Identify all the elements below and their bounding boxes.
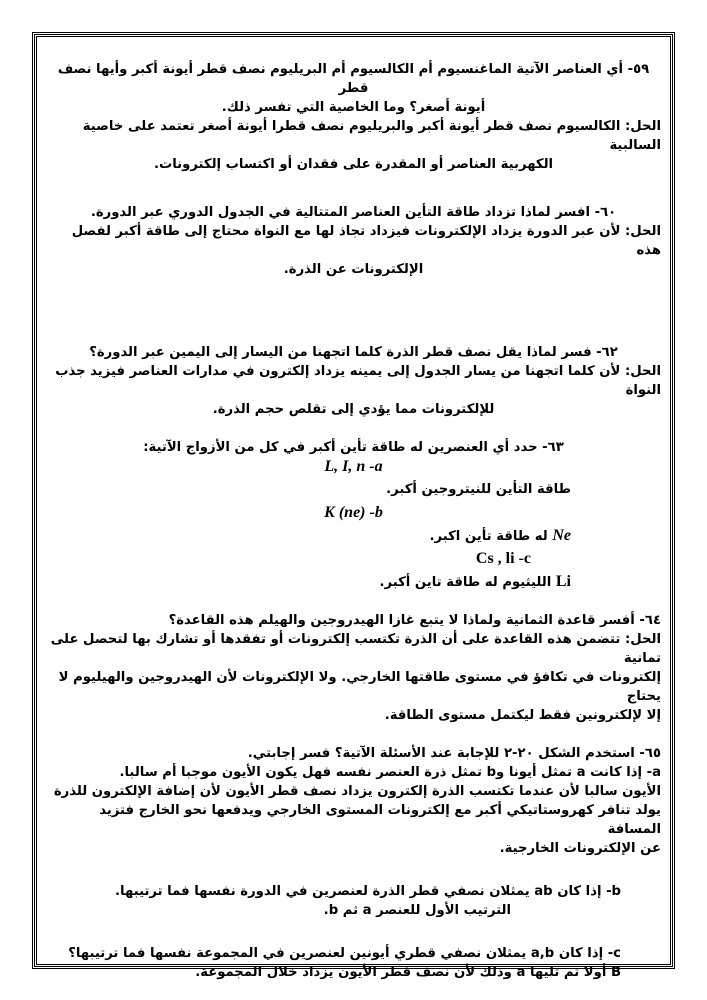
q60-answer-line2: الإلكترونات عن الذرة.: [283, 262, 424, 277]
q63-pair-c: Cs , li -c: [475, 550, 531, 567]
q60-question: ٦٠- افسر لماذا تزداد طاقة التأين العناصر المتتالية في الجدول الدوري عبر الدورة.: [90, 205, 617, 220]
q59-question-line2: أيونة أصغر؟ وما الخاصية التي تفسر ذلك.: [221, 100, 486, 115]
q65-question: ٦٥- استخدم الشكل ٢٠-٢ للإجابة عند الأسئلة الآتية؟ فسر إجابتي.: [247, 746, 661, 761]
q64-question: ٦٤- أفسر قاعدة الثمانية ولماذا لا يتبع غازا الهيدروجين والهيلم هذه القاعدة؟: [168, 613, 661, 628]
question-62: [46, 343, 661, 419]
q63-pair-a: L, I, n -a: [324, 458, 383, 475]
q59-question-line1: ٥٩- أي العناصر الآتية الماغنسيوم أم الكالسيوم أم البريليوم نصف قطر أيونة أكبر وأيها نصف قطر: [57, 62, 650, 96]
q62-answer-line2: للإلكترونات مما يؤدي إلى تقلص حجم الذرة.: [212, 402, 495, 417]
question-64: [46, 611, 661, 725]
q63-question: ٦٣- حدد أي العنصرين له طاقة تأين أكبر في كل من الأزواج الآتية:: [143, 440, 564, 455]
q65-part-a-answer-line3: عن الإلكترونات الخارجية.: [499, 841, 661, 856]
q65-part-c-answer: B أولا ثم تليها a وذلك لأن نصف قطر الأيون يزداد خلال المجموعة.: [195, 965, 621, 980]
question-65: [46, 744, 661, 982]
q65-part-a-question: a- إذا كانت a تمثل أيونا وb تمثل ذرة العنصر نفسه فهل يكون الأيون موجبا أم سالبا.: [119, 765, 661, 780]
q63-answer-b-text: له طاقة تأين اكبر.: [429, 529, 548, 544]
q64-answer-line3: إلا لإلكترونين فقط ليكتمل مستوى الطاقة.: [384, 708, 661, 723]
q64-answer-line1: الحل: تتضمن هذه القاعدة على أن الذرة تكتسب إلكترونات أو تفقدها أو تشارك بها لتحصل على تمانية: [50, 632, 661, 666]
q63-pair-b: K (ne) -b: [324, 504, 383, 521]
question-59: [46, 60, 661, 174]
q65-part-b-question: b- إذا كان ab يمثلان نصفي قطر الذرة لعنصرين في الدورة نفسها فما ترتيبها.: [115, 884, 621, 899]
q60-answer-line1: الحل: لأن عبر الدورة يزداد الإلكترونات فيزداد تجاذ لها مع النواة محتاج إلى طاقة أكبر لفصل هذه: [71, 224, 661, 258]
question-60: [46, 203, 661, 279]
q65-part-a-answer-line1: الأيون سالبا لأن عندما تكتسب الذرة إلكترون يزداد نصف قطر الأيون لأن إضافة الإلكترون للذرة: [53, 784, 661, 799]
q63-answer-c-symbol: Li: [555, 573, 571, 590]
q62-answer-line1: الحل: لأن كلما اتجهنا من يسار الجدول إلى يمينه يزداد إلكترون في مدارات العناصر فيزيد جذب النواة: [55, 364, 661, 398]
q64-answer-line2: إلكترونات في تكافؤ في مستوى طاقتها الخارجي. ولا الإلكترونات لأن الهيدروجين والهيليوم لا يحتاج: [58, 670, 661, 704]
q63-answer-b-symbol: Ne: [552, 527, 571, 544]
document-body: [46, 60, 661, 982]
question-63: [46, 438, 661, 595]
q63-answer-a: طاقة التأين للنيتروجين أكبر.: [386, 482, 571, 497]
q65-part-a-answer-line2: يولد تنافر كهروستاتيكي أكبر مع إلكترونات المستوى الخارجي ويدفعها نحو الخارج فتزيد المسافة: [99, 803, 661, 837]
q63-answer-c-text: الليثيوم له طاقة تاين أكبر.: [379, 575, 552, 590]
q62-question: ٦٢- فسر لماذا يقل نصف قطر الذرة كلما اتجهنا من اليسار إلى اليمين عبر الدورة؟: [89, 345, 618, 360]
q59-answer-line2: الكهربية العناصر أو المقدرة على فقدان أو اكتساب إلكترونات.: [153, 157, 554, 172]
q65-part-c-question: c- إذا كان a,b يمثلان نصفي قطري أيونين لعنصرين في المجموعة نفسها فما ترتيبها؟: [68, 946, 621, 961]
q65-part-b-answer: الترتيب الأول للعنصر a ثم b.: [323, 903, 511, 918]
q59-answer-line1: الحل: الكالسيوم نصف قطر أيونة أكبر والبريليوم نصف قطرا أيونة أصغر تعتمد على خاصية السالبية: [82, 119, 661, 153]
